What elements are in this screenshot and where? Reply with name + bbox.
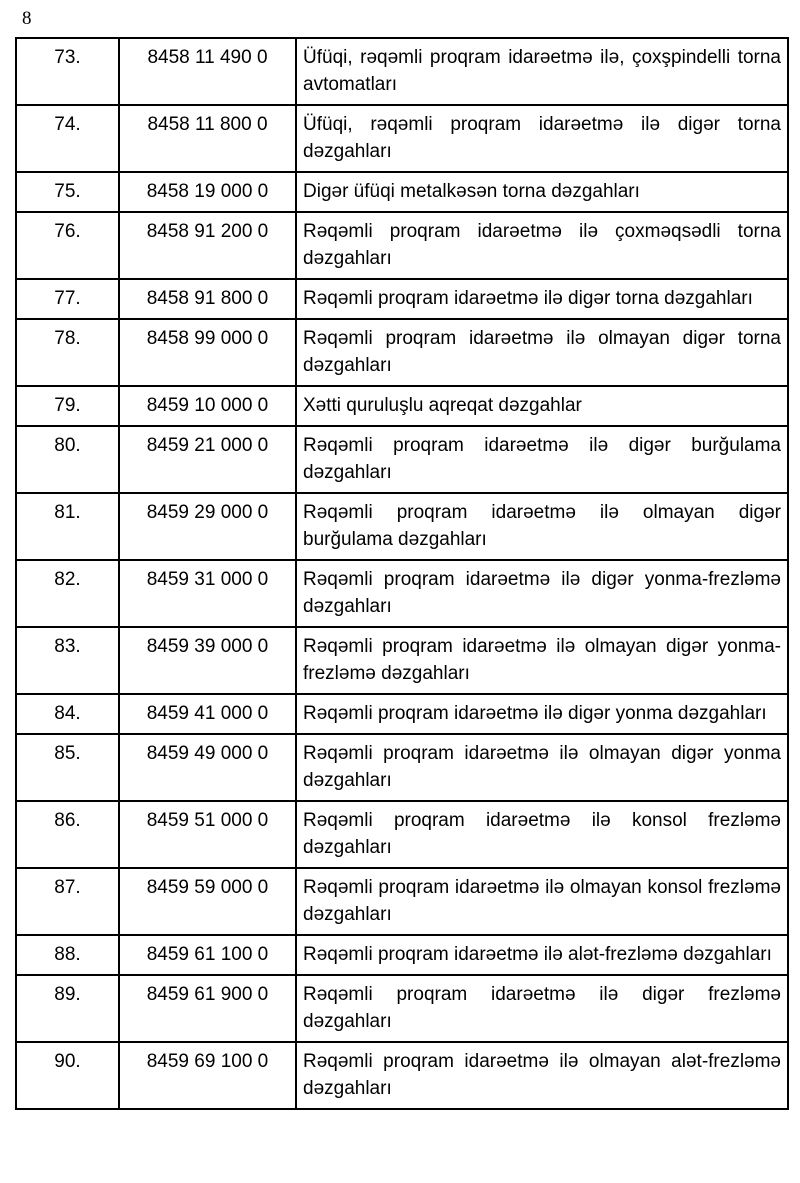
tariff-code-cell: 8458 11 800 0 <box>119 105 296 172</box>
tariff-code-cell: 8459 49 000 0 <box>119 734 296 801</box>
table-row <box>16 319 788 386</box>
description-cell: Rəqəmli proqram idarəetmə ilə digər frezləmə dəzgahları <box>296 975 788 1042</box>
tariff-code-cell: 8458 91 800 0 <box>119 279 296 319</box>
description-cell: Rəqəmli proqram idarəetmə ilə olmayan alət-frezləmə dəzgahları <box>296 1042 788 1109</box>
description-cell: Rəqəmli proqram idarəetmə ilə konsol frezləmə dəzgahları <box>296 801 788 868</box>
table-row <box>16 868 788 935</box>
description-cell: Digər üfüqi metalkəsən torna dəzgahları <box>296 172 788 212</box>
row-number-cell: 76. <box>16 212 119 279</box>
row-number-cell: 82. <box>16 560 119 627</box>
description-cell: Rəqəmli proqram idarəetmə ilə olmayan digər torna dəzgahları <box>296 319 788 386</box>
description-cell: Üfüqi, rəqəmli proqram idarəetmə ilə digər torna dəzgahları <box>296 105 788 172</box>
tariff-code-cell: 8459 31 000 0 <box>119 560 296 627</box>
row-number-cell: 83. <box>16 627 119 694</box>
table-row <box>16 734 788 801</box>
description-cell: Rəqəmli proqram idarəetmə ilə olmayan konsol frezləmə dəzgahları <box>296 868 788 935</box>
tariff-code-cell: 8459 29 000 0 <box>119 493 296 560</box>
row-number-cell: 74. <box>16 105 119 172</box>
tariff-table <box>15 37 789 1110</box>
table-row <box>16 172 788 212</box>
row-number-cell: 75. <box>16 172 119 212</box>
row-number-cell: 80. <box>16 426 119 493</box>
description-cell: Rəqəmli proqram idarəetmə ilə digər torna dəzgahları <box>296 279 788 319</box>
table-row <box>16 279 788 319</box>
description-cell: Rəqəmli proqram idarəetmə ilə digər burğulama dəzgahları <box>296 426 788 493</box>
table-row <box>16 38 788 105</box>
page-number: 8 <box>22 8 32 29</box>
tariff-code-cell: 8458 19 000 0 <box>119 172 296 212</box>
row-number-cell: 73. <box>16 38 119 105</box>
table-row <box>16 694 788 734</box>
description-cell: Rəqəmli proqram idarəetmə ilə digər yonma dəzgahları <box>296 694 788 734</box>
table-row <box>16 935 788 975</box>
table-row <box>16 386 788 426</box>
table-row <box>16 801 788 868</box>
tariff-code-cell: 8459 39 000 0 <box>119 627 296 694</box>
description-cell: Rəqəmli proqram idarəetmə ilə olmayan digər yonma-frezləmə dəzgahları <box>296 627 788 694</box>
tariff-code-cell: 8459 10 000 0 <box>119 386 296 426</box>
row-number-cell: 86. <box>16 801 119 868</box>
row-number-cell: 88. <box>16 935 119 975</box>
row-number-cell: 89. <box>16 975 119 1042</box>
description-cell: Rəqəmli proqram idarəetmə ilə olmayan digər yonma dəzgahları <box>296 734 788 801</box>
row-number-cell: 77. <box>16 279 119 319</box>
description-cell: Rəqəmli proqram idarəetmə ilə olmayan digər burğulama dəzgahları <box>296 493 788 560</box>
tariff-code-cell: 8459 21 000 0 <box>119 426 296 493</box>
tariff-code-cell: 8458 99 000 0 <box>119 319 296 386</box>
description-cell: Üfüqi, rəqəmli proqram idarəetmə ilə, çoxşpindelli torna avtomatları <box>296 38 788 105</box>
description-cell: Rəqəmli proqram idarəetmə ilə digər yonma-frezləmə dəzgahları <box>296 560 788 627</box>
tariff-code-cell: 8458 11 490 0 <box>119 38 296 105</box>
row-number-cell: 90. <box>16 1042 119 1109</box>
tariff-code-cell: 8459 59 000 0 <box>119 868 296 935</box>
description-cell: Rəqəmli proqram idarəetmə ilə alət-frezləmə dəzgahları <box>296 935 788 975</box>
row-number-cell: 79. <box>16 386 119 426</box>
table-row <box>16 975 788 1042</box>
table-row <box>16 105 788 172</box>
table-row <box>16 426 788 493</box>
table-row <box>16 1042 788 1109</box>
table-row <box>16 212 788 279</box>
tariff-code-cell: 8459 61 100 0 <box>119 935 296 975</box>
row-number-cell: 81. <box>16 493 119 560</box>
tariff-code-cell: 8458 91 200 0 <box>119 212 296 279</box>
description-cell: Xətti quruluşlu aqreqat dəzgahlar <box>296 386 788 426</box>
table-row <box>16 627 788 694</box>
row-number-cell: 87. <box>16 868 119 935</box>
row-number-cell: 84. <box>16 694 119 734</box>
row-number-cell: 78. <box>16 319 119 386</box>
tariff-table-body <box>16 38 788 1109</box>
description-cell: Rəqəmli proqram idarəetmə ilə çoxməqsədli torna dəzgahları <box>296 212 788 279</box>
table-row <box>16 560 788 627</box>
tariff-code-cell: 8459 51 000 0 <box>119 801 296 868</box>
row-number-cell: 85. <box>16 734 119 801</box>
tariff-code-cell: 8459 61 900 0 <box>119 975 296 1042</box>
tariff-code-cell: 8459 69 100 0 <box>119 1042 296 1109</box>
table-row <box>16 493 788 560</box>
tariff-code-cell: 8459 41 000 0 <box>119 694 296 734</box>
